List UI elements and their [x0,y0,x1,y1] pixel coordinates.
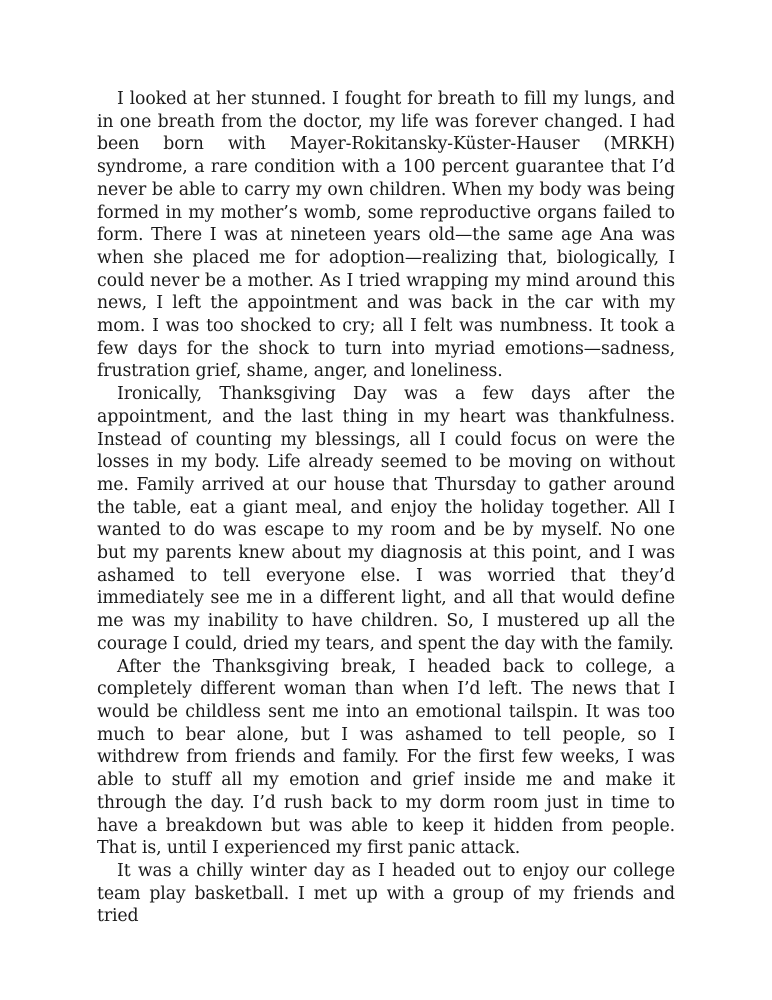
book-page [97,88,675,928]
paragraph-1: I looked at her stunned. I fought for breath to fill my lungs, and in one breath from the doctor, my life was forever changed. I had been born with Mayer-Rokitansky-Küster-Hauser (MRKH) syndrome, a rare condition with a 100 percent guarantee that I’d never be able to carry my own children. When my body was being formed in my mother’s womb, some reproductive organs failed to form. There I was at nineteen years old—the same age Ana was when she placed me for adoption—realizing that, biologically, I could never be a mother. As I tried wrapping my mind around this news, I left the appointment and was back in the car with my mom. I was too shocked to cry; all I felt was numbness. It took a few days for the shock to turn into myriad emotions—sadness, frustration grief, shame, anger, and loneliness. [97,89,675,382]
paragraph-3: After the Thanksgiving break, I headed back to college, a completely different woman than when I’d left. The news that I would be childless sent me into an emotional tailspin. It was too much to bear alone, but I was ashamed to tell people, so I withdrew from friends and family. For the first few weeks, I was able to stuff all my emotion and grief inside me and make it through the day. I’d rush back to my dorm room just in time to have a breakdown but was able to keep it hidden from people. That is, until I experienced my first panic attack. [97,656,675,859]
paragraph-4: It was a chilly winter day as I headed out to enjoy our college team play basketball. I met up with a group of my friends and tried [97,860,675,927]
paragraph-2: Ironically, Thanksgiving Day was a few days after the appointment, and the last thing in my heart was thankfulness. Instead of counting my blessings, all I could focus on were the losses in my body. Life already seemed to be moving on without me. Family arrived at our house that Thursday to gather around the table, eat a giant meal, and enjoy the holiday together. All I wanted to do was escape to my room and be by myself. No one but my parents knew about my diagnosis at this point, and I was ashamed to tell everyone else. I was worried that they’d immediately see me in a different light, and all that would define me was my inability to have children. So, I mustered up all the courage I could, dried my tears, and spent the day with the family. [97,384,675,654]
